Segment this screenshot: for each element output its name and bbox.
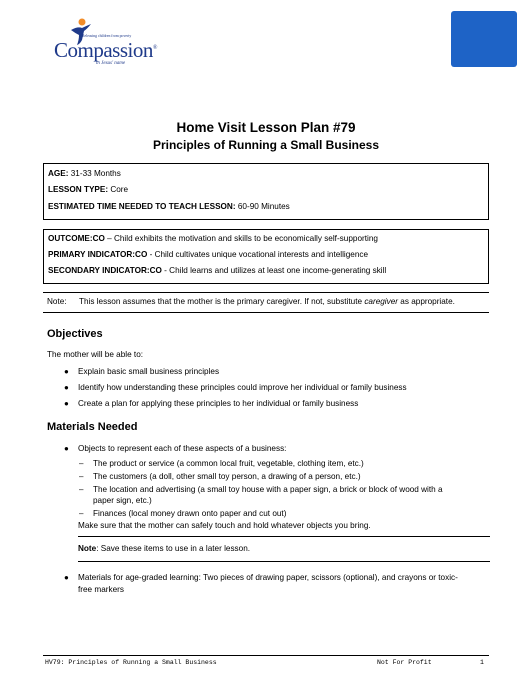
footer-rule (43, 655, 489, 656)
list-item (64, 444, 287, 453)
footer-document-name: HV79: Principles of Running a Small Business (45, 659, 217, 666)
outcomes-box (43, 229, 489, 284)
age-value: 31-33 Months (70, 169, 121, 178)
materials-note-label: Note (78, 544, 97, 553)
registered-mark: ® (152, 45, 157, 51)
age-line (48, 169, 121, 178)
footer-page-number: 1 (480, 659, 484, 666)
lesson-type-value: Core (110, 185, 129, 194)
footer-not-for-profit: Not For Profit (377, 659, 432, 666)
note-emphasis: caregiver (364, 297, 399, 306)
logo-brand-text: Compassion (54, 38, 153, 62)
logo-brand (54, 38, 157, 63)
sub-item-text: The location and advertising (a small toy house with a paper sign, a brick or block of wood with a (93, 485, 443, 494)
list-item (64, 399, 359, 408)
primary-indicator-line (48, 250, 368, 259)
materials-note-top-rule (78, 536, 490, 537)
materials-item-text: Materials for age-graded learning: Two pieces of drawing paper, scissors (optional), and crayons or toxic- (78, 573, 458, 582)
secondary-indicator-line (48, 266, 386, 275)
list-item (64, 573, 458, 582)
objective-text: Identify how understanding these principles could improve her individual or family business (78, 383, 407, 392)
secondary-indicator-value: - Child learns and utilizes at least one income-generating skill (164, 266, 387, 275)
logo-tagline: Releasing children from poverty (82, 34, 132, 38)
note-text: This lesson assumes that the mother is the primary caregiver. If not, substitute (79, 297, 365, 306)
materials-heading: Materials Needed (47, 421, 138, 433)
outcome-value: – Child exhibits the motivation and skills to be economically self-supporting (107, 234, 378, 243)
list-item (64, 367, 220, 376)
blue-corner-patch (451, 11, 517, 67)
lesson-type-label: LESSON TYPE: (48, 185, 109, 194)
secondary-indicator-label: SECONDARY INDICATOR:CO (48, 266, 162, 275)
dash-icon: – (79, 485, 84, 494)
page-title: Home Visit Lesson Plan #79 (176, 120, 356, 135)
materials-note-bottom-rule (78, 561, 490, 562)
age-label: AGE: (48, 169, 69, 178)
sub-item-text: The product or service (a common local fruit, vegetable, clothing item, etc.) (93, 459, 364, 468)
lesson-info-box (43, 163, 489, 220)
sub-list-item (79, 509, 287, 518)
sub-item-text: The customers (a doll, other small toy person, a drawing of a person, etc.) (93, 472, 361, 481)
sub-list-item (79, 459, 364, 468)
outcome-line (48, 234, 378, 243)
list-item (64, 383, 407, 392)
objective-text: Explain basic small business principles (78, 367, 220, 376)
objectives-heading: Objectives (47, 328, 103, 340)
dash-icon: – (79, 472, 84, 481)
time-label: ESTIMATED TIME NEEDED TO TEACH LESSON: (48, 202, 236, 211)
materials-item-text: Objects to represent each of these aspects of a business: (78, 444, 287, 453)
outcome-label: OUTCOME:CO (48, 234, 105, 243)
note-label: Note: (47, 297, 67, 306)
materials-note (78, 544, 250, 553)
note-text-end: as appropriate. (398, 297, 455, 306)
bullet-icon: ● (64, 367, 69, 376)
safety-text: Make sure that the mother can safely touch and hold whatever objects you bring. (78, 521, 371, 530)
compassion-logo (48, 18, 166, 68)
time-line (48, 202, 290, 211)
dash-icon: – (79, 509, 84, 518)
list-item-continuation: free markers (78, 585, 124, 594)
note-bottom-rule (43, 312, 489, 313)
bullet-icon: ● (64, 573, 69, 582)
dash-icon: – (79, 459, 84, 468)
time-value: 60-90 Minutes (237, 202, 290, 211)
materials-note-text: : Save these items to use in a later lesson. (96, 544, 251, 553)
bullet-icon: ● (64, 444, 69, 453)
objective-text: Create a plan for applying these principles to her individual or family business (78, 399, 359, 408)
note-top-rule (43, 292, 489, 293)
sub-list-item (79, 485, 443, 494)
lesson-type-line (48, 185, 128, 194)
objectives-intro: The mother will be able to: (47, 350, 144, 359)
primary-indicator-label: PRIMARY INDICATOR:CO (48, 250, 148, 259)
bullet-icon: ● (64, 399, 69, 408)
sub-list-item (79, 472, 361, 481)
primary-indicator-value: - Child cultivates unique vocational interests and intelligence (149, 250, 369, 259)
page-subtitle: Principles of Running a Small Business (152, 138, 380, 152)
caregiver-note (47, 297, 455, 306)
logo-subtitle: in Jesus' name (96, 61, 126, 66)
sub-item-continuation: paper sign, etc.) (93, 496, 152, 505)
sub-item-text: Finances (local money drawn onto paper and cut out) (93, 509, 287, 518)
bullet-icon: ● (64, 383, 69, 392)
